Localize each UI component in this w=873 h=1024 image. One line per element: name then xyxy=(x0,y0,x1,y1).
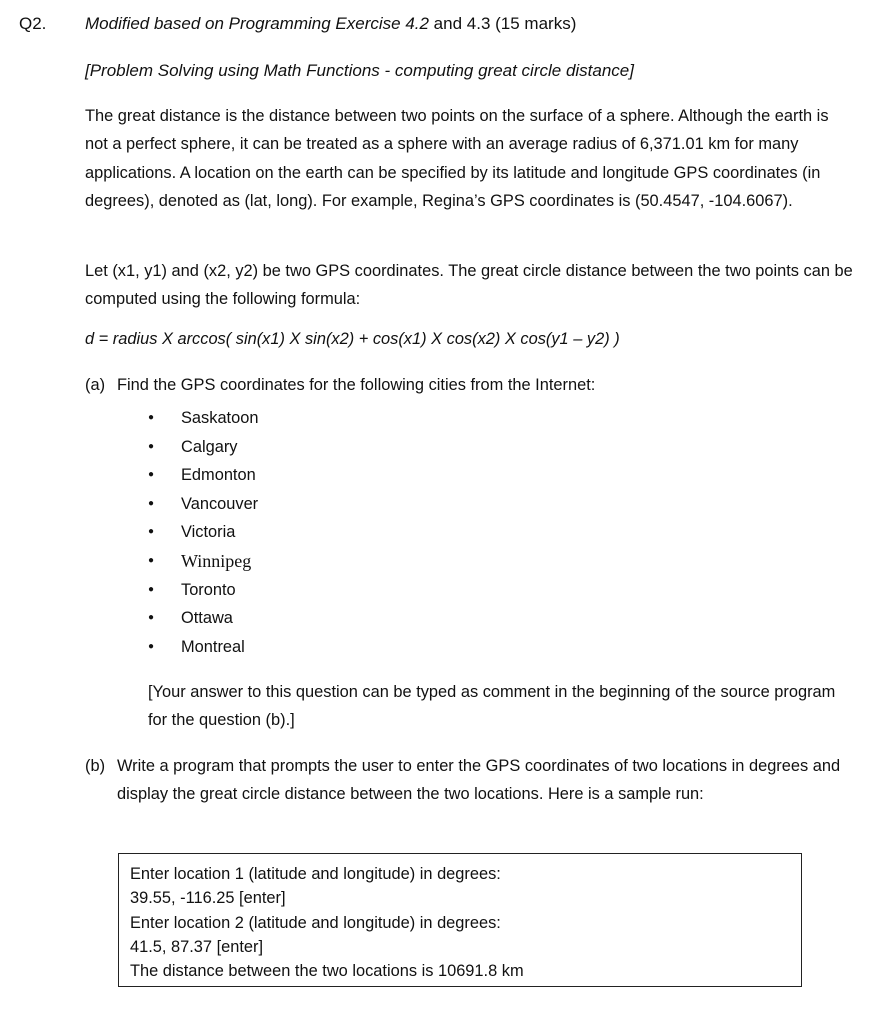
list-item: ● Vancouver xyxy=(148,490,258,519)
list-item: ● Saskatoon xyxy=(148,404,258,433)
city-list xyxy=(148,404,258,661)
paragraph-intro: The great distance is the distance between two points on the surface of a sphere. Although the earth is not a perfect sphere, it can be treated as a sphere with an average radius of 6,371.01 km for many applications. A location on the earth can be specified by its latitude and longitude GPS coordinates (in degrees), denoted as (lat, long). For example, Regina’s GPS coordinates is (50.4547, -104.6067). xyxy=(85,107,829,211)
sample-run-line: Enter location 1 (latitude and longitude) in degrees: xyxy=(130,865,501,883)
question-title xyxy=(85,14,576,34)
sample-run-line: Enter location 2 (latitude and longitude) in degrees: xyxy=(130,913,501,932)
list-item: ● Edmonton xyxy=(148,461,258,490)
list-item: ● Victoria xyxy=(148,518,258,547)
part-b xyxy=(85,752,855,809)
question-subtitle: [Problem Solving using Math Functions - computing great circle distance] xyxy=(85,61,634,80)
list-item: ● Toronto xyxy=(148,576,258,605)
list-item: ● Calgary xyxy=(148,433,258,462)
part-a-text: Find the GPS coordinates for the following cities from the Internet: xyxy=(117,376,596,394)
title-rest: and 4.3 (15 marks) xyxy=(428,14,577,33)
part-b-label: (b) xyxy=(85,757,106,775)
question-number: Q2. xyxy=(19,14,47,33)
list-item: ● Winnipeg xyxy=(148,547,258,576)
part-a-label: (a) xyxy=(85,376,106,394)
part-b-text: Write a program that prompts the user to enter the GPS coordinates of two locations in degrees and display the great circle distance between the two locations. Here is a sample run: xyxy=(117,757,841,804)
formula: d = radius X arccos( sin(x1) X sin(x2) + cos(x1) X cos(x2) X cos(y1 – y2) ) xyxy=(85,330,620,348)
sample-run-line: 41.5, 87.37 [enter] xyxy=(130,937,264,956)
paragraph-formula-intro: Let (x1, y1) and (x2, y2) be two GPS coordinates. The great circle distance between the two points can be computed using the following formula: xyxy=(85,262,853,309)
sample-run-line: The distance between the two locations is 10691.8 km xyxy=(130,962,524,981)
title-italic: Modified based on Programming Exercise 4.2 xyxy=(85,14,429,33)
sample-run-box xyxy=(118,853,802,987)
list-item: ● Montreal xyxy=(148,633,258,662)
list-item: ● Ottawa xyxy=(148,604,258,633)
sample-run-line: 39.55, -116.25 [enter] xyxy=(130,889,286,908)
part-a-note: [Your answer to this question can be typed as comment in the beginning of the source program for the question (b).] xyxy=(148,683,836,730)
part-a xyxy=(85,376,595,395)
